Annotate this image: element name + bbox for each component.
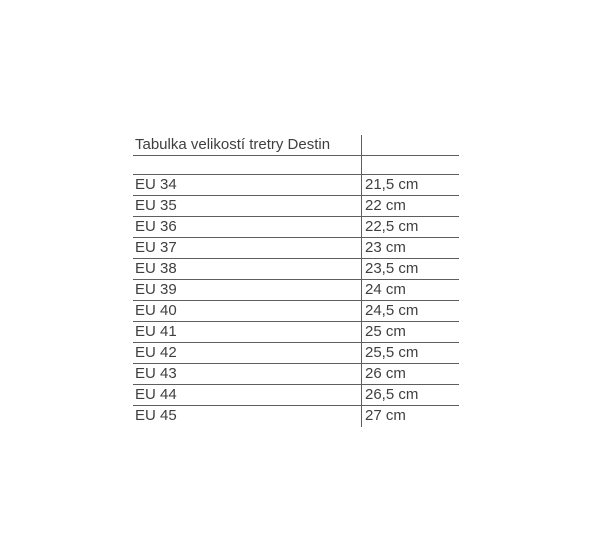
spacer-row <box>133 156 459 175</box>
length-cell: 27 cm <box>365 407 406 424</box>
size-cell: EU 35 <box>133 196 362 216</box>
table-row <box>133 238 459 259</box>
length-cell: 22 cm <box>365 197 406 214</box>
table-row <box>133 259 459 280</box>
size-cell: EU 45 <box>133 406 362 427</box>
length-cell: 22,5 cm <box>365 218 419 235</box>
length-cell: 23 cm <box>365 239 406 256</box>
length-cell: 25,5 cm <box>365 344 419 361</box>
table-row <box>133 196 459 217</box>
table-row <box>133 364 459 385</box>
spacer-cell-left <box>133 156 362 174</box>
table-row <box>133 217 459 238</box>
spacer-cell-right <box>362 156 459 174</box>
size-cell: EU 37 <box>133 238 362 258</box>
length-cell: 21,5 cm <box>365 176 419 193</box>
table-title-row <box>133 135 459 156</box>
size-cell: EU 39 <box>133 280 362 300</box>
size-cell: EU 38 <box>133 259 362 279</box>
length-cell: 26 cm <box>365 365 406 382</box>
length-cell: 23,5 cm <box>365 260 419 277</box>
length-cell: 26,5 cm <box>365 386 419 403</box>
table-row <box>133 301 459 322</box>
table-title: Tabulka velikostí tretry Destin <box>133 135 362 155</box>
size-cell: EU 40 <box>133 301 362 321</box>
table-row <box>133 406 459 427</box>
size-cell: EU 43 <box>133 364 362 384</box>
title-row-empty-cell <box>362 135 459 155</box>
size-cell: EU 44 <box>133 385 362 405</box>
size-cell: EU 36 <box>133 217 362 237</box>
table-row <box>133 343 459 364</box>
length-cell: 25 cm <box>365 323 406 340</box>
size-cell: EU 41 <box>133 322 362 342</box>
size-cell: EU 34 <box>133 175 362 195</box>
size-cell: EU 42 <box>133 343 362 363</box>
size-table <box>133 135 459 427</box>
table-row <box>133 175 459 196</box>
length-cell: 24,5 cm <box>365 302 419 319</box>
table-row <box>133 385 459 406</box>
table-row <box>133 280 459 301</box>
table-row <box>133 322 459 343</box>
length-cell: 24 cm <box>365 281 406 298</box>
